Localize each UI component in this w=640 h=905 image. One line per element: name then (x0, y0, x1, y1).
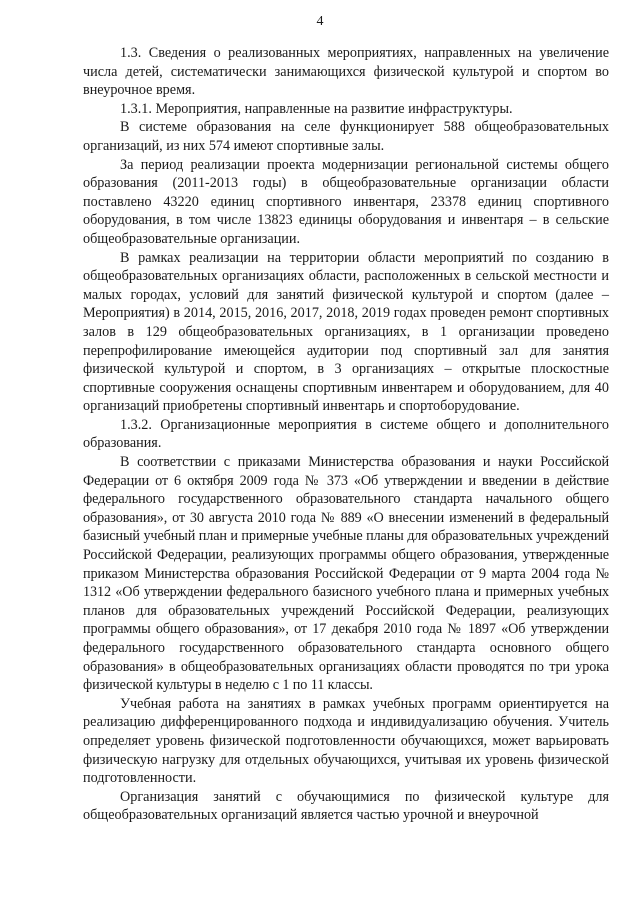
paragraph-section-1-3: 1.3. Сведения о реализованных мероприятиях, направленных на увеличение числа детей, систематически занимающихся физической культурой и спортом во внеурочное время. (83, 45, 609, 99)
paragraph-rural-schools: В системе образования на селе функционирует 588 общеобразовательных организаций, из них 574 имеют спортивные залы. (83, 119, 609, 154)
paragraph-ministry-orders: В соответствии с приказами Министерства образования и науки Российской Федерации от 6 октября 2009 года № 373 «Об утверждении и введении в действие федерального государственного образовательного стандарта начального общего образования», от 30 августа 2010 года № 889 «О внесении изменений в федеральный базисный учебный план и примерные учебные планы для образовательных учреждений Российской Федерации, реализующих программы общего образования, утвержденные приказом Министерства образования Российской Федерации от 9 марта 2004 года № 1312 «Об утверждении федерального базисного учебного плана и примерных учебных планов для образовательных учреждений Российской Федерации, реализующих программы общего образования», от 17 декабря 2010 года № 1897 «Об утверждении федерального государственного образовательного стандарта основного общего образования» в общеобразовательных организациях области проводятся по три урока физической культуры в неделю с 1 по 11 классы. (83, 454, 609, 694)
paragraph-modernization-project: За период реализации проекта модернизации региональной системы общего образования (2011-2013 годы) в общеобразовательные организации области поставлено 43220 единиц спортивного инвентаря, 23378 единиц спортивного оборудования, в том числе 13823 единицы оборудования и инвентаря – в сельские общеобразовательные организации. (83, 156, 609, 247)
paragraph-section-1-3-1-heading: 1.3.1. Мероприятия, направленные на развитие инфраструктуры. (120, 100, 513, 117)
paragraph-section-1-3-2-heading: 1.3.2. Организационные мероприятия в системе общего и дополнительного образования. (83, 416, 609, 452)
paragraph-differentiated-approach: Учебная работа на занятиях в рамках учебных программ ориентируется на реализацию дифференцированного подхода и индивидуализацию обучения. Учитель определяет уровень физической подготовленности обучающихся, может варьировать физическую нагрузку для отдельных обучающихся, учитывая их уровень физической подготовленности. (83, 695, 609, 787)
page-number: 4 (316, 14, 324, 29)
paragraph-sports-halls-measures: В рамках реализации на территории области мероприятий по созданию в общеобразовательных организациях области, расположенных в сельской местности и малых городах, условий для занятий физической культурой и спортом (далее – Мероприятия) в 2014, 2015, 2016, 2017, 2018, 2019 годах проведен ремонт спортивных залов в 129 общеобразовательных организациях, в 1 организации проведено перепрофилирование имеющейся аудитории под спортивный зал для занятия физической культурой и спортом, в 3 организациях – открытые плоскостные спортивные сооружения оснащены спортивным инвентарем и оборудованием, для 40 организаций приобретены спортивный инвентарь и спортоборудование. (83, 249, 609, 415)
paragraph-lesson-organization: Организация занятий с обучающимися по физической культуре для общеобразовательных организаций является частью урочной и внеурочной (83, 788, 609, 824)
document-body (83, 44, 609, 825)
